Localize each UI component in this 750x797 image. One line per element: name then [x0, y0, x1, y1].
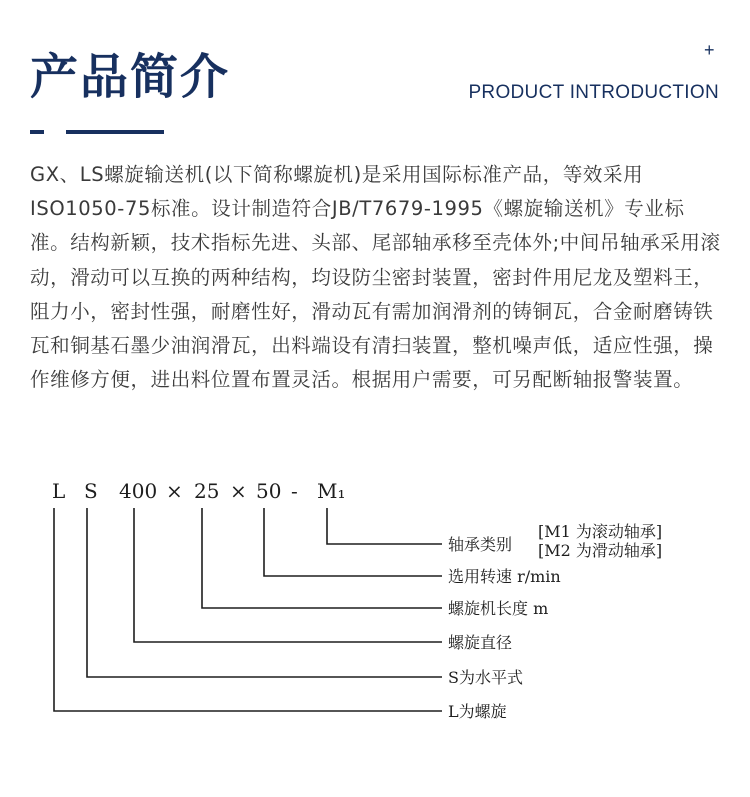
label-length: 螺旋机长度 m	[448, 599, 549, 618]
code-part-length: 25	[194, 479, 220, 503]
code-part-times-1: ×	[166, 479, 183, 503]
leader-line-bearing	[327, 508, 442, 544]
decorative-bar-short	[30, 130, 44, 134]
leader-line-l	[54, 508, 442, 711]
code-part-dash: -	[291, 479, 298, 503]
code-part-l: L	[52, 479, 66, 503]
page-subtitle: PRODUCT INTRODUCTION	[468, 82, 719, 103]
label-s-meaning: S为水平式	[448, 668, 523, 687]
plus-icon: +	[704, 40, 715, 60]
intro-paragraph: GX、LS螺旋输送机(以下简称螺旋机)是采用国际标准产品，等效采用ISO1050-75标准。设计制造符合JB/T7679-1995《螺旋输送机》专业标准。结构新颖，技术指标先进、头部、尾部轴承移至壳体外;中间吊轴承采用滚动，滑动可以互换的两种结构，均设防尘密封装置，密封件用尼龙及塑料王，阻力小，密封性强，耐磨性好，滑动瓦有需加润滑剂的铸铜瓦，合金耐磨铸铁瓦和铜基石墨少油润滑瓦，出料端设有清扫装置，整机噪声低，适应性强，操作维修方便，进出料位置布置灵活。根据用户需要，可另配断轴报警装置。	[30, 163, 721, 392]
page-title: 产品简介	[30, 49, 231, 105]
label-diameter: 螺旋直径	[448, 633, 513, 652]
code-part-speed: 50	[256, 479, 282, 503]
code-part-bearing: M₁	[317, 479, 346, 503]
label-l-meaning: L为螺旋	[448, 702, 507, 721]
label-speed: 选用转速 r/min	[448, 567, 561, 586]
model-code-diagram	[0, 470, 750, 750]
leader-line-speed	[264, 508, 442, 576]
decorative-bar-long	[66, 130, 164, 134]
leader-line-length	[202, 508, 442, 608]
label-bearing-m2: [M2 为滑动轴承]	[538, 541, 663, 560]
code-part-s: S	[84, 479, 98, 503]
label-bearing-type: 轴承类别	[448, 535, 513, 554]
code-part-diameter: 400	[119, 479, 158, 503]
code-part-times-2: ×	[230, 479, 247, 503]
leader-line-diameter	[134, 508, 442, 642]
label-bearing-m1: [M1 为滚动轴承]	[538, 522, 663, 541]
